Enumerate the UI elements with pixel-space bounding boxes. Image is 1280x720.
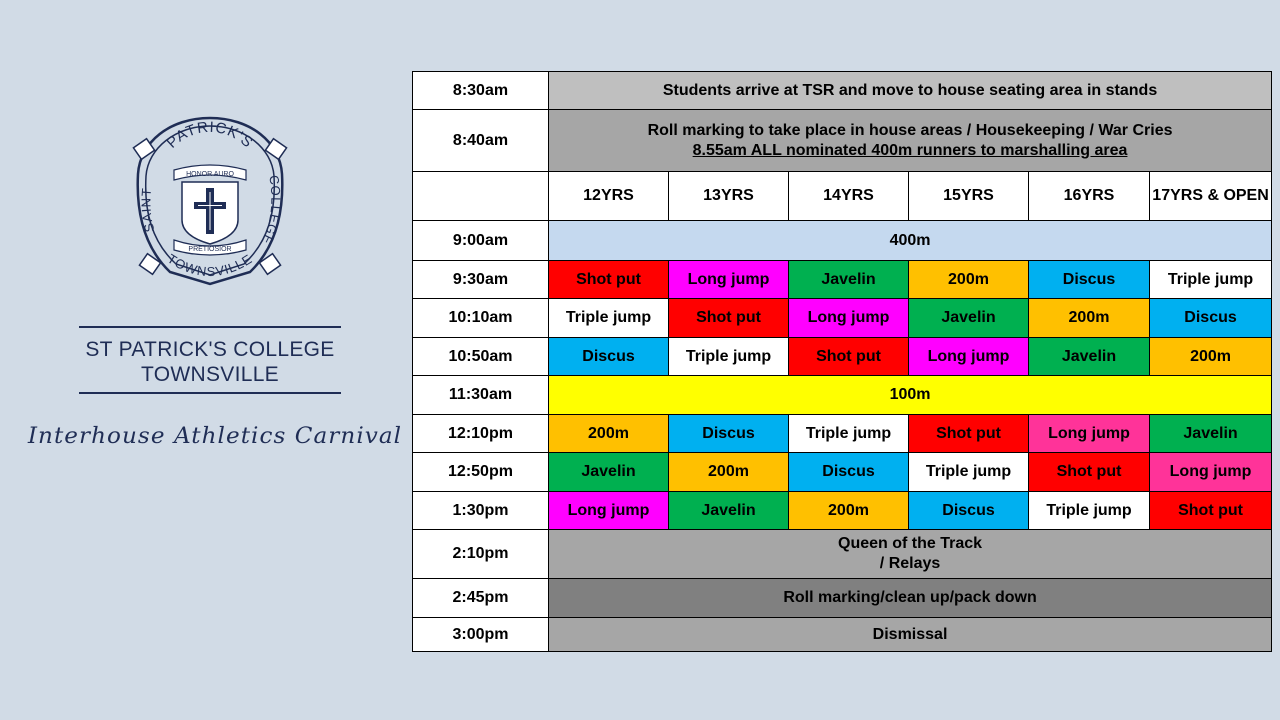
event-cell: Discus	[789, 453, 909, 492]
event-cell: Discus	[549, 338, 669, 376]
event-cell: Triple jump	[669, 338, 789, 376]
event-cell: Triple jump	[1029, 492, 1150, 530]
crest-ring-left: SAINT	[138, 186, 158, 234]
event-cell: Shot put	[1150, 492, 1272, 530]
time-cell: 8:40am	[413, 110, 549, 172]
header-cell: 12YRS	[549, 172, 669, 221]
divider-top	[79, 326, 341, 328]
table-row	[413, 261, 1272, 299]
divider-bottom	[79, 392, 341, 394]
event-cell: Shot put	[669, 299, 789, 338]
event-cell: Discus	[909, 492, 1029, 530]
event-cell: Discus	[1150, 299, 1272, 338]
activity-line: Queen of the Track	[838, 535, 983, 552]
event-cell: Javelin	[1029, 338, 1150, 376]
college-name	[60, 337, 360, 387]
college-name-line2: TOWNSVILLE	[141, 363, 279, 386]
table-row	[413, 338, 1272, 376]
event-cell: Long jump	[909, 338, 1029, 376]
event-cell: Shot put	[1029, 453, 1150, 492]
crest-ribbon-top: HONOR AURO	[186, 171, 234, 178]
header-cell-empty	[413, 172, 549, 221]
table-row	[413, 376, 1272, 415]
table-row	[413, 492, 1272, 530]
header-row	[413, 172, 1272, 221]
event-cell: 200m	[549, 415, 669, 453]
activity-cell	[549, 530, 1272, 579]
activity-cell: Roll marking/clean up/pack down	[549, 579, 1272, 618]
event-cell: Long jump	[789, 299, 909, 338]
crest-ribbon-bottom: PRETIOSIOR	[188, 246, 232, 253]
header-cell: 17YRS & OPEN	[1150, 172, 1272, 221]
table-row	[413, 618, 1272, 652]
activity-cell	[549, 110, 1272, 172]
time-cell: 10:10am	[413, 299, 549, 338]
event-cell: Javelin	[549, 453, 669, 492]
table-row	[413, 110, 1272, 172]
event-cell: Shot put	[909, 415, 1029, 453]
event-cell: Long jump	[669, 261, 789, 299]
event-cell: 200m	[1029, 299, 1150, 338]
event-cell: Long jump	[1150, 453, 1272, 492]
activity-cell: 400m	[549, 221, 1272, 261]
crest-ring-bottom: TOWNSVILLE	[164, 250, 256, 280]
header-cell: 14YRS	[789, 172, 909, 221]
event-cell: Shot put	[789, 338, 909, 376]
time-cell: 3:00pm	[413, 618, 549, 652]
time-cell: 2:10pm	[413, 530, 549, 579]
branding-panel	[0, 0, 412, 720]
schedule-table	[412, 71, 1272, 652]
activity-line: / Relays	[879, 555, 941, 572]
event-cell: 200m	[909, 261, 1029, 299]
table-row	[413, 453, 1272, 492]
marshalling-notice: 8.55am ALL nominated 400m runners to marshalling area	[692, 141, 1128, 159]
time-cell: 9:30am	[413, 261, 549, 299]
time-cell: 1:30pm	[413, 492, 549, 530]
table-row	[413, 530, 1272, 579]
event-cell: Triple jump	[909, 453, 1029, 492]
time-cell: 9:00am	[413, 221, 549, 261]
event-title: Interhouse Athletics Carnival	[27, 424, 403, 449]
crest-ring-right: COLLEGE	[258, 174, 284, 248]
activity-cell: 100m	[549, 376, 1272, 415]
activity-line: Roll marking to take place in house areas / Housekeeping / War Cries	[647, 121, 1173, 139]
college-name-line1: ST PATRICK'S COLLEGE	[85, 338, 335, 361]
event-cell: 200m	[789, 492, 909, 530]
time-cell: 11:30am	[413, 376, 549, 415]
activity-cell: Students arrive at TSR and move to house seating area in stands	[549, 72, 1272, 110]
event-cell: Javelin	[909, 299, 1029, 338]
svg-text:SAINT	[138, 187, 157, 234]
time-cell: 12:50pm	[413, 453, 549, 492]
table-row	[413, 299, 1272, 338]
table-row	[413, 72, 1272, 110]
event-cell: Discus	[669, 415, 789, 453]
crest-ring-top: PATRICK'S	[163, 118, 257, 152]
event-cell: Shot put	[549, 261, 669, 299]
time-cell: 8:30am	[413, 72, 549, 110]
event-cell: Javelin	[1150, 415, 1272, 453]
table-row	[413, 415, 1272, 453]
event-cell: Long jump	[1029, 415, 1150, 453]
event-cell: Triple jump	[789, 415, 909, 453]
college-crest-logo	[130, 112, 290, 287]
time-cell: 10:50am	[413, 338, 549, 376]
event-cell: Triple jump	[1150, 261, 1272, 299]
event-cell: 200m	[669, 453, 789, 492]
event-cell: Triple jump	[549, 299, 669, 338]
event-cell: Discus	[1029, 261, 1150, 299]
time-cell: 2:45pm	[413, 579, 549, 618]
event-cell: Javelin	[669, 492, 789, 530]
header-cell: 16YRS	[1029, 172, 1150, 221]
table-row	[413, 221, 1272, 261]
event-cell: 200m	[1150, 338, 1272, 376]
svg-text:COLLEGE	[258, 174, 283, 247]
event-cell: Javelin	[789, 261, 909, 299]
activity-cell: Dismissal	[549, 618, 1272, 652]
event-cell: Long jump	[549, 492, 669, 530]
header-cell: 15YRS	[909, 172, 1029, 221]
table-row	[413, 579, 1272, 618]
header-cell: 13YRS	[669, 172, 789, 221]
time-cell: 12:10pm	[413, 415, 549, 453]
